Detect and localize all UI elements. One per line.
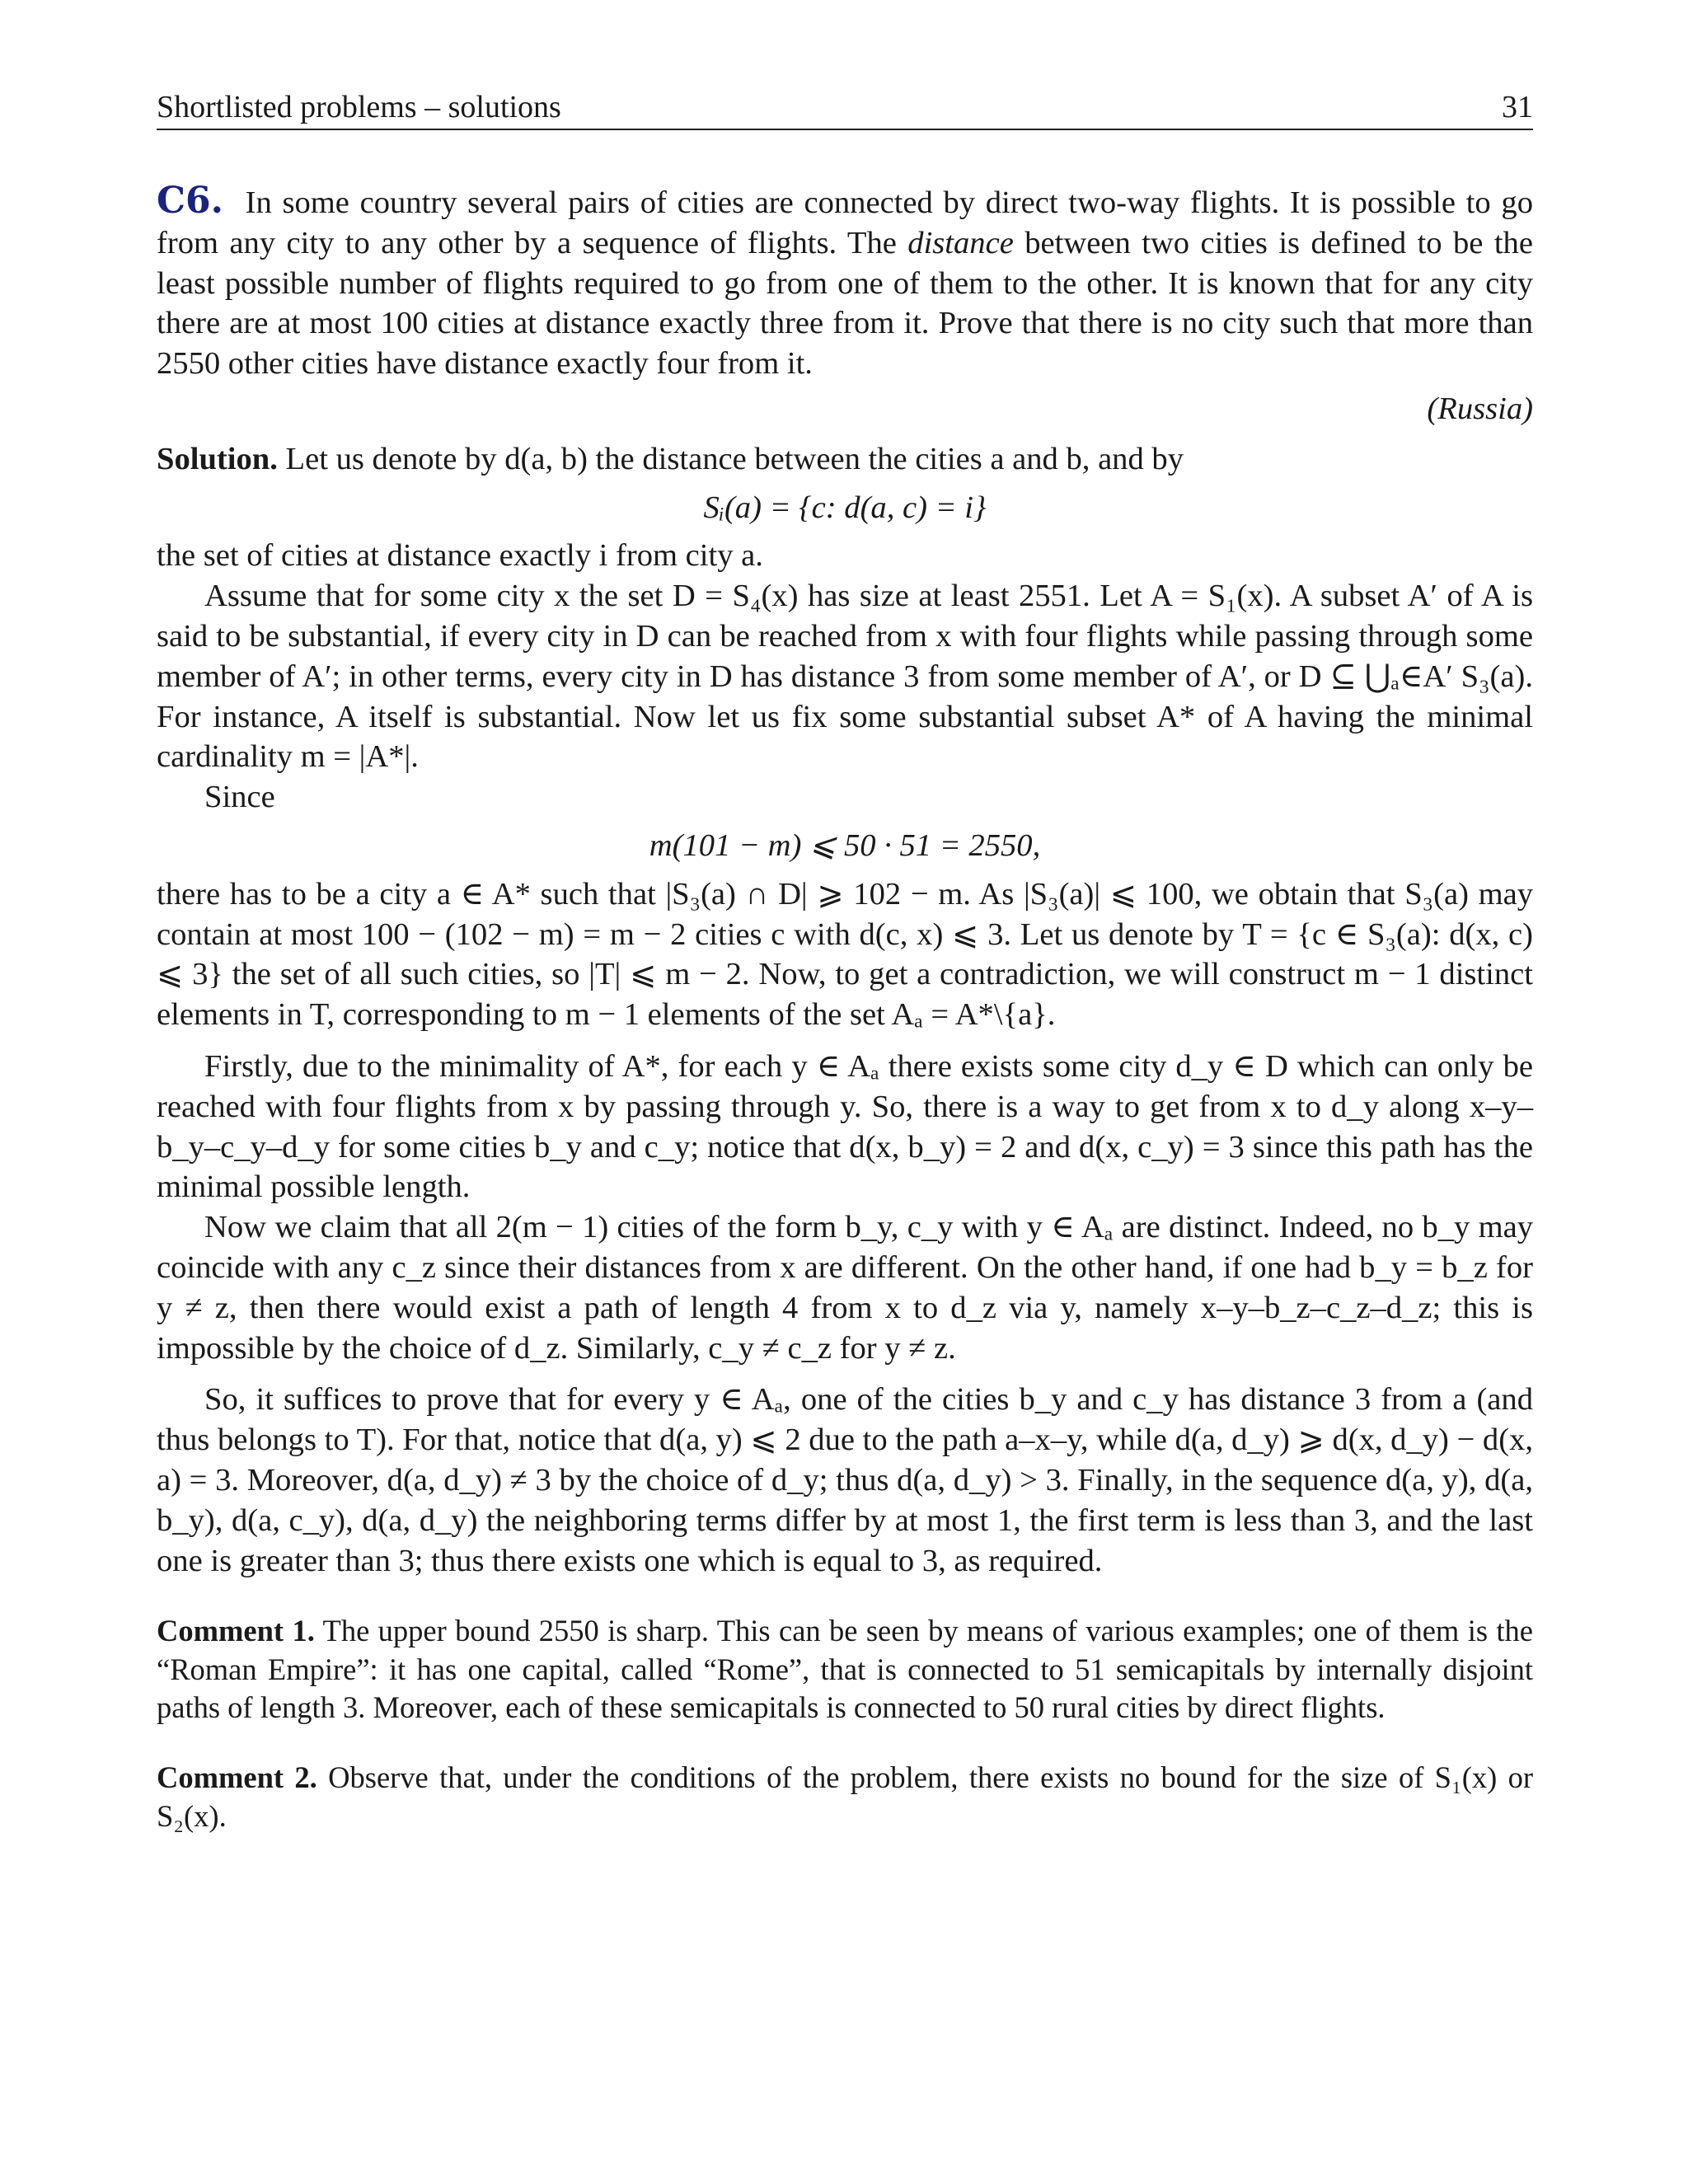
page-number: 31 — [1502, 90, 1533, 124]
solution-paragraph-2: Assume that for some city x the set D = S₄(x) has size at least 2551. Let A = S₁(x). A subset A′ of A is said to be substantial, if every city in D can be reached from x with four flights while passing through some member of A′; in other terms, every city in D has distance 3 from some member of A′, or D ⊆ ⋃ₐ∈A′ S₃(a). For instance, A itself is substantial. Now let us fix some substantial subset A* of A having the minimal cardinality m = |A*|. — [157, 579, 1533, 775]
comment-2 — [157, 1759, 1533, 1835]
comment-1-text: The upper bound 2550 is sharp. This can be seen by means of various examples; one of them is the “Roman Empire”: it has one capital, called “Rome”, that is connected to 51 semicapitals by internally disjoint paths of length 3. Moreover, each of these semicapitals is connected to 50 rural cities by direct flights. — [157, 1614, 1533, 1725]
comment-2-label: Comment 2. — [157, 1760, 317, 1795]
problem-term: distance — [907, 225, 1014, 260]
header-title: Shortlisted problems – solutions — [157, 90, 561, 124]
comment-1 — [157, 1612, 1533, 1727]
running-header — [157, 81, 1533, 130]
display-equation-1: Sᵢ(a) = {c: d(a, c) = i} — [703, 490, 987, 525]
solution-paragraph-4: Firstly, due to the minimality of A*, for each y ∈ Aₐ there exists some city d_y ∈ D which can only be reached with four flights from x by passing through y. So, there is a way to get from x to d_y along x–y–b_y–c_y–d_y for some cities b_y and c_y; notice that d(x, b_y) = 2 and d(x, c_y) = 3 since this path has the minimal possible length. — [157, 1048, 1533, 1205]
document-body — [157, 181, 1533, 1835]
solution-paragraph-3: there has to be a city a ∈ A* such that |S₃(a) ∩ D| ⩾ 102 − m. As |S₃(a)| ⩽ 100, we obtain that S₃(a) may contain at most 100 − (102 − m) = m − 2 cities c with d(c, x) ⩽ 3. Let us denote by T = {c ∈ S₃(a): d(x, c) ⩽ 3} the set of all such cities, so |T| ⩽ m − 2. Now, to get a contradiction, we will construct m − 1 distinct elements in T, corresponding to m − 1 elements of the set Aₐ = A*\{a}. — [157, 876, 1533, 1033]
solution-intro-text: Let us denote by d(a, b) the distance between the cities a and b, and by — [285, 441, 1184, 476]
problem-source: (Russia) — [1427, 391, 1533, 426]
solution-intro — [157, 439, 1533, 480]
problem-text-rest: between two cities is defined to be the least possible number of flights required to go from one of them to the other. It is known that for any city there are at most 100 cities at distance exactly three from it. Prove that there is no city such that more than 2550 other cities have distance exactly four from it. — [157, 225, 1533, 382]
comment-2-text: Observe that, under the conditions of the problem, there exists no bound for the size of S₁(x) or S₂(x). — [157, 1760, 1534, 1833]
display-equation-2: m(101 − m) ⩽ 50 · 51 = 2550, — [649, 827, 1041, 863]
solution-since: Since — [204, 780, 275, 815]
problem-statement — [157, 181, 1533, 384]
solution-label: Solution. — [157, 441, 278, 476]
problem-id: C6. — [157, 180, 223, 222]
solution-paragraph-5: Now we claim that all 2(m − 1) cities of the form b_y, c_y with y ∈ Aₐ are distinct. Indeed, no b_y may coincide with any c_z since their distances from x are different. On the other hand, if one had b_y = b_z for y ≠ z, then there would exist a path of length 4 from x to d_z via y, namely x–y–b_z–c_z–d_z; this is impossible by the choice of d_z. Similarly, c_y ≠ c_z for y ≠ z. — [157, 1210, 1533, 1366]
solution-paragraph-6: So, it suffices to prove that for every y ∈ Aₐ, one of the cities b_y and c_y has distance 3 from a (and thus belongs to T). For that, notice that d(a, y) ⩽ 2 due to the path a–x–y, while d(a, d_y) ⩾ d(x, d_y) − d(x, a) = 3. Moreover, d(a, d_y) ≠ 3 by the choice of d_y; thus d(a, d_y) > 3. Finally, in the sequence d(a, y), d(a, b_y), d(a, c_y), d(a, d_y) the neighboring terms differ by at most 1, the first term is less than 3, and the last one is greater than 3; thus there exists one which is equal to 3, as required. — [157, 1382, 1533, 1578]
comment-1-label: Comment 1. — [157, 1614, 315, 1648]
solution-after-display: the set of cities at distance exactly i from city a. — [157, 538, 763, 574]
problem-text: In some country several pairs of cities are connected by direct two-way flights. It is possible to go from any city to any other by a sequence of flights. The — [157, 185, 1533, 260]
